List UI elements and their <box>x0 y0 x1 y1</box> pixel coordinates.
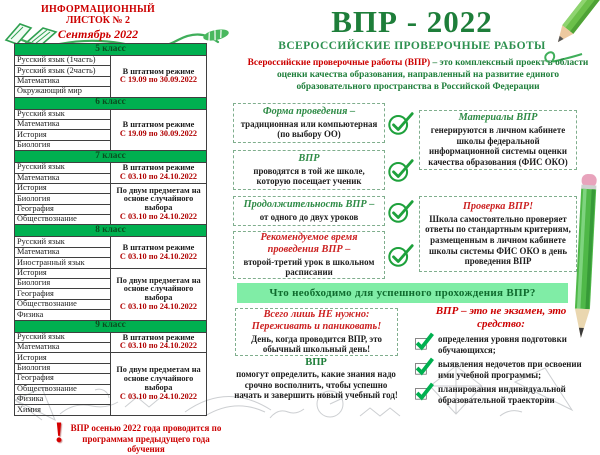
subject-cell: Математика <box>15 247 111 257</box>
means-item: планирования индивидуальной образовательной траектории <box>414 384 588 405</box>
subject-cell: Обществознание <box>15 384 111 394</box>
subject-cell: География <box>15 289 111 299</box>
schedule-note-cell: В штатном режиме С 03.10 по 24.10.2022 <box>111 332 207 353</box>
grade-header: 5 класс <box>15 44 207 56</box>
masthead-date: Сентябрь 2022 <box>57 27 139 41</box>
page-subtitle: ВСЕРОССИЙСКИЕ ПРОВЕРОЧНЫЕ РАБОТЫ <box>278 40 546 52</box>
checkbox-check-icon <box>414 382 434 401</box>
intro-rest: – это комплексный проект в области оценки качества образования, направленный на развитие единого образовательного пространства в Российской Федерации <box>276 58 589 93</box>
subject-cell: Биология <box>15 140 111 150</box>
schedule-note-cell: По двум предметам на основе случайного выбора С 03.10 по 24.10.2022 <box>111 268 207 320</box>
advice-title2: Переживать и паниковать! <box>251 320 382 332</box>
check-circle-icon <box>387 111 415 136</box>
subject-cell: Математика <box>15 342 111 352</box>
schedule-note-cell: В штатном режиме С 03.10 по 24.10.2022 <box>111 163 207 184</box>
masthead-line2: ЛИСТОК № 2 <box>65 15 131 26</box>
subject-cell: История <box>15 183 111 193</box>
subject-cell: Математика <box>15 119 111 129</box>
schedule-note-cell: В штатном режиме С 19.09 по 30.09.2022 <box>111 56 207 98</box>
schedule-note-cell: По двум предметам на основе случайного выбора С 03.10 по 24.10.2022 <box>111 183 207 225</box>
subject-cell: География <box>15 374 111 384</box>
grade-header: 6 класс <box>15 97 207 109</box>
header <box>262 6 562 52</box>
means-item: определения уровня подготовки обучающихся; <box>414 334 588 355</box>
masthead <box>28 4 168 42</box>
subject-cell: Биология <box>15 363 111 373</box>
advice-body: День, когда проводится ВПР, это обычный школьный день! <box>251 333 382 355</box>
vpr-paragraph <box>231 357 401 401</box>
exclamation-mark: ! <box>54 415 64 449</box>
vpr-body: помогут определить, какие знания надо срочно восполнить, чтобы успешно начать и завершить новый учебный год! <box>234 369 398 401</box>
means-item: выявления недочетов при освоении ими учебной программы; <box>414 359 588 380</box>
side-box-body: генерируются в личном кабинете школы федеральной информационной системы оценки качества образования (ФИС ОКО) <box>428 125 568 168</box>
info-box-school <box>233 150 385 190</box>
subject-cell: Иностранный язык <box>15 258 111 268</box>
advice-box <box>235 308 398 356</box>
means-section <box>414 305 588 409</box>
footnote-text: ВПР осенью 2022 года проводится по программам предыдущего года обучения <box>70 422 222 455</box>
info-box-title: Рекомендуемое время проведения ВПР – <box>260 231 358 255</box>
info-box-duration <box>233 196 385 226</box>
subject-cell: Математика <box>15 76 111 86</box>
subject-cell: Окружающий мир <box>15 87 111 97</box>
vpr-word: ВПР <box>305 357 327 368</box>
side-box-title: Материалы ВПР <box>458 112 538 124</box>
side-box-title: Проверка ВПР! <box>462 200 534 212</box>
masthead-line1: ИНФОРМАЦИОННЫЙ <box>41 4 155 15</box>
subject-cell: Математика <box>15 173 111 183</box>
schedule-footnote <box>14 415 224 455</box>
check-circle-icon <box>387 199 415 224</box>
means-title: ВПР – это не экзамен, это средство: <box>435 305 567 331</box>
advice-title1: Всего лишь НЕ нужно: <box>263 308 370 320</box>
checkbox-check-icon <box>414 357 434 376</box>
schedule-note-cell: В штатном режиме С 19.09 по 30.09.2022 <box>111 109 207 151</box>
subject-cell: Обществознание <box>15 215 111 225</box>
info-box-body: проводятся в той же школе, которую посещает ученик <box>253 165 365 187</box>
schedule-note-cell: В штатном режиме С 03.10 по 24.10.2022 <box>111 237 207 268</box>
info-box-format <box>233 103 385 143</box>
page-title: ВПР - 2022 <box>331 4 493 39</box>
subject-cell: Обществознание <box>15 299 111 309</box>
subject-cell: Химия <box>15 405 111 415</box>
subject-cell: Биология <box>15 194 111 204</box>
schedule-column <box>14 43 222 455</box>
grade-header: 9 класс <box>15 320 207 332</box>
info-box-title: ВПР <box>298 152 320 164</box>
subject-cell: География <box>15 204 111 214</box>
check-circle-icon <box>387 243 415 268</box>
intro-paragraph <box>240 57 596 94</box>
subject-cell: Биология <box>15 279 111 289</box>
grade-header: 8 класс <box>15 225 207 237</box>
subject-cell: Русский язык <box>15 109 111 119</box>
success-banner: Что необходимо для успешного прохождения ВПР? <box>237 283 568 303</box>
subject-cell: Русский язык <box>15 163 111 173</box>
side-box-body: Школа самостоятельно проверяет ответы по стандартным критериям, размещенным в личном кабинете школы системы ФИС ОКО в день проведения ВПР <box>425 213 571 267</box>
subject-cell: Русский язык (2часть) <box>15 66 111 76</box>
schedule-note-cell: По двум предметам на основе случайного выбора С 03.10 по 24.10.2022 <box>111 353 207 415</box>
info-box-body: от одного до двух уроков <box>259 212 359 223</box>
info-box-recommended-time <box>233 231 385 279</box>
info-box-body: второй-третий урок в школьном расписании <box>243 256 375 278</box>
check-circle-icon <box>387 158 415 183</box>
side-box-materials <box>419 110 577 170</box>
side-box-checking <box>419 196 577 272</box>
subject-cell: Русский язык <box>15 332 111 342</box>
grade-header: 7 класс <box>15 151 207 163</box>
subject-cell: История <box>15 130 111 140</box>
subject-cell: Русский язык <box>15 237 111 247</box>
subject-cell: Физика <box>15 394 111 404</box>
subject-cell: Русский язык (1часть) <box>15 56 111 66</box>
vpr-schedule-table <box>14 43 207 416</box>
subject-cell: История <box>15 268 111 278</box>
checkbox-check-icon <box>414 332 434 351</box>
info-box-title: Продолжительность ВПР – <box>243 199 375 211</box>
intro-lead: Всероссийские проверочные работы (ВПР) <box>247 58 431 68</box>
subject-cell: История <box>15 353 111 363</box>
info-box-title: Форма проведения – <box>262 105 356 117</box>
subject-cell: Физика <box>15 310 111 320</box>
info-box-body: традиционная или компьютерная (по выбору ОО) <box>240 118 378 140</box>
